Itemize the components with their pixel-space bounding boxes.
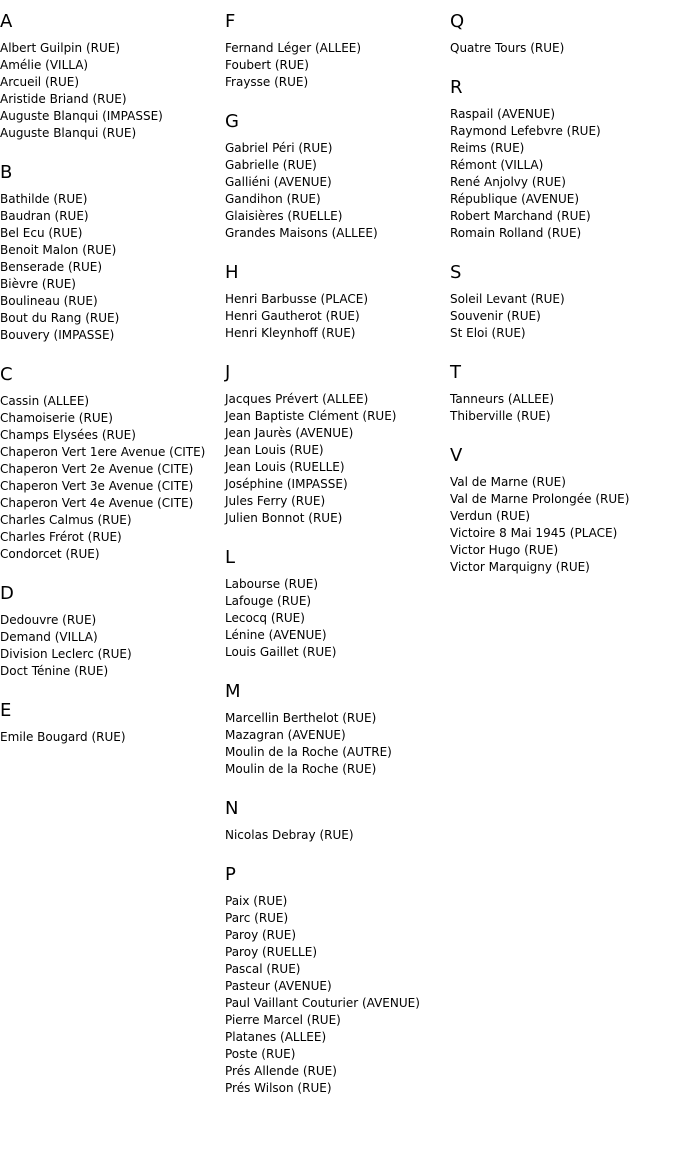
street-link[interactable]: Grandes Maisons (ALLEE)	[225, 226, 378, 240]
street-link[interactable]: Labourse (RUE)	[225, 577, 319, 591]
letter-group	[225, 680, 450, 778]
street-link[interactable]: Chaperon Vert 2e Avenue (CITE)	[0, 462, 194, 476]
street-link[interactable]: Bathilde (RUE)	[0, 192, 88, 206]
street-link[interactable]: Lecocq (RUE)	[225, 611, 305, 625]
street-link[interactable]: Victor Marquigny (RUE)	[450, 560, 590, 574]
street-list	[450, 106, 675, 242]
letter-group	[0, 582, 225, 680]
street-link[interactable]: Charles Calmus (RUE)	[0, 513, 132, 527]
letter-group	[0, 363, 225, 563]
letter-heading: E	[0, 700, 12, 721]
index-column-3	[450, 10, 675, 595]
letter-heading: V	[450, 445, 463, 466]
street-link[interactable]: Platanes (ALLEE)	[225, 1030, 327, 1044]
letter-heading: L	[225, 547, 236, 568]
street-link[interactable]: Raymond Lefebvre (RUE)	[450, 124, 601, 138]
street-link[interactable]: Verdun (RUE)	[450, 509, 531, 523]
letter-group	[450, 444, 675, 576]
street-link[interactable]: Albert Guilpin (RUE)	[0, 41, 121, 55]
street-list	[450, 391, 675, 425]
street-list	[0, 393, 225, 563]
street-list	[0, 612, 225, 680]
letter-group	[450, 361, 675, 425]
street-link[interactable]: René Anjolvy (RUE)	[450, 175, 566, 189]
street-link[interactable]: Gabriel Péri (RUE)	[225, 141, 333, 155]
street-link[interactable]: Glaisières (RUELLE)	[225, 209, 343, 223]
street-link[interactable]: Souvenir (RUE)	[450, 309, 541, 323]
street-link[interactable]: Fraysse (RUE)	[225, 75, 309, 89]
street-link[interactable]: Auguste Blanqui (IMPASSE)	[0, 109, 163, 123]
street-link[interactable]: Jean Jaurès (AVENUE)	[225, 426, 354, 440]
street-link[interactable]: Emile Bougard (RUE)	[0, 730, 126, 744]
street-link[interactable]: Jean Louis (RUELLE)	[225, 460, 345, 474]
letter-group	[450, 76, 675, 242]
letter-heading: R	[450, 77, 463, 98]
street-link[interactable]: Boulineau (RUE)	[0, 294, 98, 308]
street-link[interactable]: Condorcet (RUE)	[0, 547, 100, 561]
street-link[interactable]: Parc (RUE)	[225, 911, 289, 925]
street-list	[0, 40, 225, 142]
street-link[interactable]: Demand (VILLA)	[0, 630, 98, 644]
street-link[interactable]: Rémont (VILLA)	[450, 158, 544, 172]
street-link[interactable]: Amélie (VILLA)	[0, 58, 89, 72]
street-list	[225, 576, 450, 661]
street-link[interactable]: Pascal (RUE)	[225, 962, 301, 976]
letter-heading: B	[0, 162, 13, 183]
street-link[interactable]: Benoit Malon (RUE)	[0, 243, 117, 257]
street-link[interactable]: Bel Ecu (RUE)	[0, 226, 83, 240]
street-link[interactable]: Quatre Tours (RUE)	[450, 41, 565, 55]
street-link[interactable]: Dedouvre (RUE)	[0, 613, 97, 627]
street-link[interactable]: Gandihon (RUE)	[225, 192, 321, 206]
letter-heading: M	[225, 681, 241, 702]
letter-heading: C	[0, 364, 13, 385]
street-link[interactable]: Paul Vaillant Couturier (AVENUE)	[225, 996, 420, 1010]
street-list	[225, 827, 450, 844]
street-link[interactable]: Romain Rolland (RUE)	[450, 226, 582, 240]
street-link[interactable]: Auguste Blanqui (RUE)	[0, 126, 137, 140]
letter-heading: T	[450, 362, 461, 383]
letter-heading: P	[225, 864, 236, 885]
index-column-1	[0, 10, 225, 765]
letter-heading: F	[225, 11, 236, 32]
street-link[interactable]: Poste (RUE)	[225, 1047, 296, 1061]
street-link[interactable]: Fernand Léger (ALLEE)	[225, 41, 362, 55]
letter-group	[225, 110, 450, 242]
street-link[interactable]: Nicolas Debray (RUE)	[225, 828, 354, 842]
street-link[interactable]: Jean Baptiste Clément (RUE)	[225, 409, 397, 423]
street-link[interactable]: Julien Bonnot (RUE)	[225, 511, 343, 525]
street-list	[0, 729, 225, 746]
street-link[interactable]: Pasteur (AVENUE)	[225, 979, 332, 993]
street-link[interactable]: Baudran (RUE)	[0, 209, 89, 223]
street-link[interactable]: Joséphine (IMPASSE)	[225, 477, 348, 491]
street-link[interactable]: St Eloi (RUE)	[450, 326, 526, 340]
street-link[interactable]: Marcellin Berthelot (RUE)	[225, 711, 377, 725]
letter-heading: J	[225, 362, 231, 383]
street-link[interactable]: Lénine (AVENUE)	[225, 628, 327, 642]
street-link[interactable]: Galliéni (AVENUE)	[225, 175, 332, 189]
street-link[interactable]: Lafouge (RUE)	[225, 594, 312, 608]
street-link[interactable]: Aristide Briand (RUE)	[0, 92, 127, 106]
street-link[interactable]: Jean Louis (RUE)	[225, 443, 324, 457]
street-link[interactable]: Chaperon Vert 1ere Avenue (CITE)	[0, 445, 206, 459]
street-list	[225, 710, 450, 778]
street-link[interactable]: Raspail (AVENUE)	[450, 107, 556, 121]
street-link[interactable]: Prés Allende (RUE)	[225, 1064, 337, 1078]
letter-group	[225, 863, 450, 1097]
street-link[interactable]: Prés Wilson (RUE)	[225, 1081, 332, 1095]
street-link[interactable]: Val de Marne Prolongée (RUE)	[450, 492, 630, 506]
letter-heading: S	[450, 262, 462, 283]
letter-group	[225, 361, 450, 527]
street-link[interactable]: Robert Marchand (RUE)	[450, 209, 591, 223]
letter-heading: D	[0, 583, 14, 604]
street-link[interactable]: Paroy (RUELLE)	[225, 945, 317, 959]
street-link[interactable]: Chaperon Vert 4e Avenue (CITE)	[0, 496, 194, 510]
letter-group	[225, 546, 450, 661]
street-link[interactable]: République (AVENUE)	[450, 192, 580, 206]
street-link[interactable]: Louis Gaillet (RUE)	[225, 645, 337, 659]
street-link[interactable]: Benserade (RUE)	[0, 260, 103, 274]
letter-group	[0, 699, 225, 746]
street-list	[225, 391, 450, 527]
street-link[interactable]: Chaperon Vert 3e Avenue (CITE)	[0, 479, 194, 493]
letter-group	[225, 261, 450, 342]
letter-group	[225, 10, 450, 91]
letter-heading: N	[225, 798, 239, 819]
street-link[interactable]: Moulin de la Roche (AUTRE)	[225, 745, 392, 759]
street-link[interactable]: Henri Kleynhoff (RUE)	[225, 326, 356, 340]
letter-heading: G	[225, 111, 239, 132]
street-link[interactable]: Charles Frérot (RUE)	[0, 530, 122, 544]
street-list	[0, 191, 225, 344]
street-link[interactable]: Soleil Levant (RUE)	[450, 292, 565, 306]
street-link[interactable]: Champs Elysées (RUE)	[0, 428, 136, 442]
street-link[interactable]: Pierre Marcel (RUE)	[225, 1013, 341, 1027]
letter-group	[450, 10, 675, 57]
street-link[interactable]: Foubert (RUE)	[225, 58, 309, 72]
street-link[interactable]: Val de Marne (RUE)	[450, 475, 566, 489]
street-link[interactable]: Jacques Prévert (ALLEE)	[225, 392, 369, 406]
street-link[interactable]: Jules Ferry (RUE)	[225, 494, 326, 508]
street-link[interactable]: Victoire 8 Mai 1945 (PLACE)	[450, 526, 618, 540]
street-list	[225, 140, 450, 242]
letter-heading: H	[225, 262, 239, 283]
letter-heading: Q	[450, 11, 465, 32]
street-link[interactable]: Doct Ténine (RUE)	[0, 664, 109, 678]
letter-group	[0, 10, 225, 142]
street-link[interactable]: Arcueil (RUE)	[0, 75, 80, 89]
street-link[interactable]: Bout du Rang (RUE)	[0, 311, 120, 325]
street-link[interactable]: Henri Gautherot (RUE)	[225, 309, 360, 323]
street-list	[450, 474, 675, 576]
street-link[interactable]: Bièvre (RUE)	[0, 277, 76, 291]
street-link[interactable]: Cassin (ALLEE)	[0, 394, 90, 408]
street-link[interactable]: Reims (RUE)	[450, 141, 525, 155]
letter-group	[225, 797, 450, 844]
street-link[interactable]: Moulin de la Roche (RUE)	[225, 762, 377, 776]
street-list	[225, 40, 450, 91]
street-link[interactable]: Gabrielle (RUE)	[225, 158, 317, 172]
street-list	[225, 893, 450, 1097]
street-list	[450, 291, 675, 342]
street-link[interactable]: Paroy (RUE)	[225, 928, 297, 942]
street-list	[450, 40, 675, 57]
street-link[interactable]: Tanneurs (ALLEE)	[450, 392, 555, 406]
letter-group	[0, 161, 225, 344]
street-link[interactable]: Chamoiserie (RUE)	[0, 411, 113, 425]
street-link[interactable]: Thiberville (RUE)	[450, 409, 551, 423]
letter-heading: A	[0, 11, 13, 32]
street-link[interactable]: Bouvery (IMPASSE)	[0, 328, 115, 342]
street-list	[225, 291, 450, 342]
index-column-2	[225, 10, 450, 1116]
street-link[interactable]: Paix (RUE)	[225, 894, 288, 908]
street-link[interactable]: Mazagran (AVENUE)	[225, 728, 346, 742]
street-link[interactable]: Division Leclerc (RUE)	[0, 647, 132, 661]
street-link[interactable]: Henri Barbusse (PLACE)	[225, 292, 369, 306]
letter-group	[450, 261, 675, 342]
street-link[interactable]: Victor Hugo (RUE)	[450, 543, 559, 557]
